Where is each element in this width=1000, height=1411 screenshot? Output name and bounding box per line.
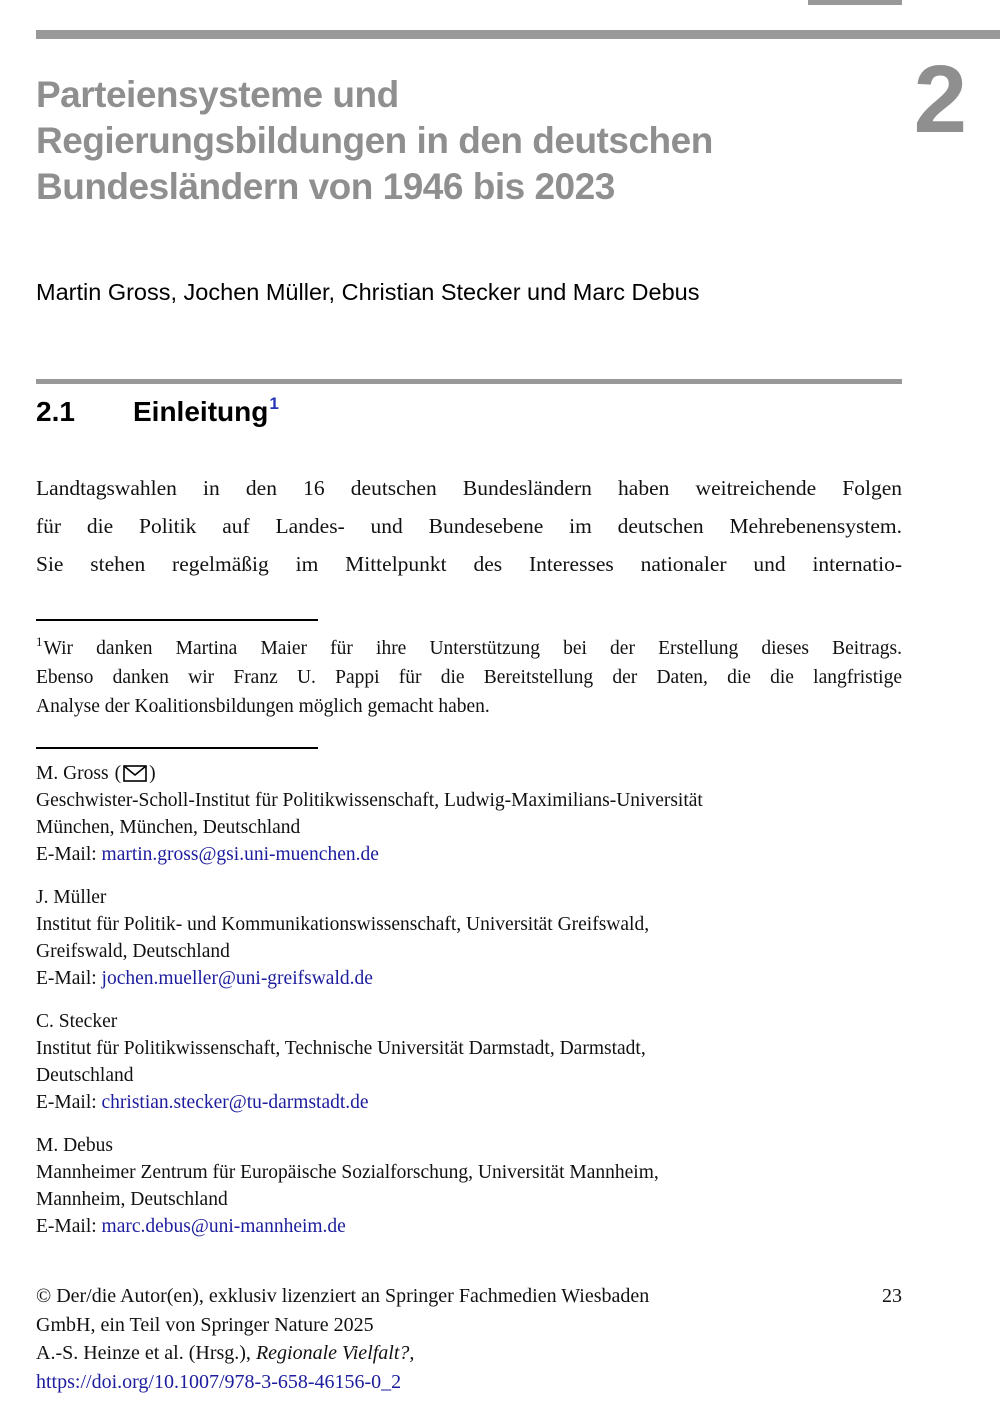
body-line: für die Politik auf Landes- und Bundesebene im deutschen Mehrebenensystem. (36, 514, 902, 538)
copyright-row (36, 1282, 902, 1311)
email-link[interactable]: christian.stecker@tu-darmstadt.de (101, 1092, 369, 1113)
footnote-line: Ebenso danken wir Franz U. Pappi für die Bereitstellung der Daten, die die langfristige (36, 667, 902, 688)
author-name-line: C. Stecker (36, 1011, 118, 1032)
author-name-line: M. Debus (36, 1135, 113, 1156)
body-line: Sie stehen regelmäßig im Mittelpunkt des Interesses nationaler und internatio- (36, 552, 902, 576)
affiliation-block (36, 1132, 905, 1240)
affiliation-separator (36, 747, 318, 749)
section-rule (36, 379, 902, 384)
email-line: E-Mail: jochen.mueller@uni-greifswald.de (36, 968, 373, 989)
page-number: 23 (882, 1285, 902, 1307)
section-heading (36, 395, 905, 429)
footnote-marker: 1 (36, 633, 43, 649)
email-link[interactable]: marc.debus@uni-mannheim.de (101, 1216, 346, 1237)
page-footer (36, 1282, 902, 1396)
footnote-ref-link[interactable]: 1 (269, 393, 279, 413)
affiliation-address: Mannheim, Deutschland (36, 1189, 228, 1210)
email-link[interactable]: martin.gross@gsi.uni-muenchen.de (101, 844, 379, 865)
affiliation-address: Mannheimer Zentrum für Europäische Sozialforschung, Universität Mannheim, (36, 1162, 659, 1183)
chapter-number: 2 (913, 46, 967, 153)
affiliations (36, 760, 905, 1240)
book-title: Regionale Vielfalt?, (255, 1342, 415, 1364)
email-line: E-Mail: marc.debus@uni-mannheim.de (36, 1216, 346, 1237)
doi-link[interactable]: https://doi.org/10.1007/978-3-658-46156-0_2 (36, 1370, 402, 1393)
footnote-separator (36, 619, 318, 621)
chapter-title (36, 72, 836, 210)
correspondence-mark: ( ) (114, 763, 156, 784)
author-name-line: J. Müller (36, 887, 107, 908)
email-line: E-Mail: christian.stecker@tu-darmstadt.de (36, 1092, 369, 1113)
section-title: Einleitung$^1$ (133, 393, 279, 427)
section-number: 2.1 (36, 396, 75, 427)
chapter-title-line: Parteiensysteme und (36, 74, 399, 115)
affiliation-block (36, 760, 905, 868)
footnote (36, 634, 902, 721)
email-link[interactable]: jochen.mueller@uni-greifswald.de (101, 968, 373, 989)
copyright-text: © Der/die Autor(en), exklusiv lizenziert an Springer Fachmedien Wiesbaden (36, 1285, 650, 1307)
affiliation-block (36, 1008, 905, 1116)
citation-line: A.-S. Heinze et al. (Hrsg.), Regionale Vielfalt?, (36, 1342, 415, 1364)
authors-line: Martin Gross, Jochen Müller, Christian Stecker und Marc Debus (36, 279, 700, 305)
envelope-icon (123, 765, 147, 782)
body-paragraph (36, 469, 902, 583)
chapter-title-line: Bundesländern von 1946 bis 2023 (36, 166, 615, 207)
affiliation-address: Institut für Politikwissenschaft, Technische Universität Darmstadt, Darmstadt, (36, 1038, 646, 1059)
email-line: E-Mail: martin.gross@gsi.uni-muenchen.de (36, 844, 379, 865)
affiliation-address: Deutschland (36, 1065, 134, 1086)
chapter-title-line: Regierungsbildungen in den deutschen (36, 120, 713, 161)
affiliation-address: Greifswald, Deutschland (36, 941, 230, 962)
footnote-line: Analyse der Koalitionsbildungen möglich gemacht haben. (36, 696, 490, 717)
affiliation-address: München, München, Deutschland (36, 817, 301, 838)
copyright-text: GmbH, ein Teil von Springer Nature 2025 (36, 1313, 374, 1336)
affiliation-address: Geschwister-Scholl-Institut für Politikwissenschaft, Ludwig-Maximilians-Universität (36, 790, 703, 811)
body-line: Landtagswahlen in den 16 deutschen Bundesländern haben weitreichende Folgen (36, 476, 902, 500)
affiliation-block (36, 884, 905, 992)
affiliation-address: Institut für Politik- und Kommunikationswissenschaft, Universität Greifswald, (36, 914, 650, 935)
author-name-line: M. Gross ( ) (36, 760, 905, 787)
footnote-line: $^1$Wir danken Martina Maier für ihre Unterstützung bei der Erstellung dieses Beitrags. (36, 633, 902, 659)
doi-line (36, 1368, 902, 1397)
